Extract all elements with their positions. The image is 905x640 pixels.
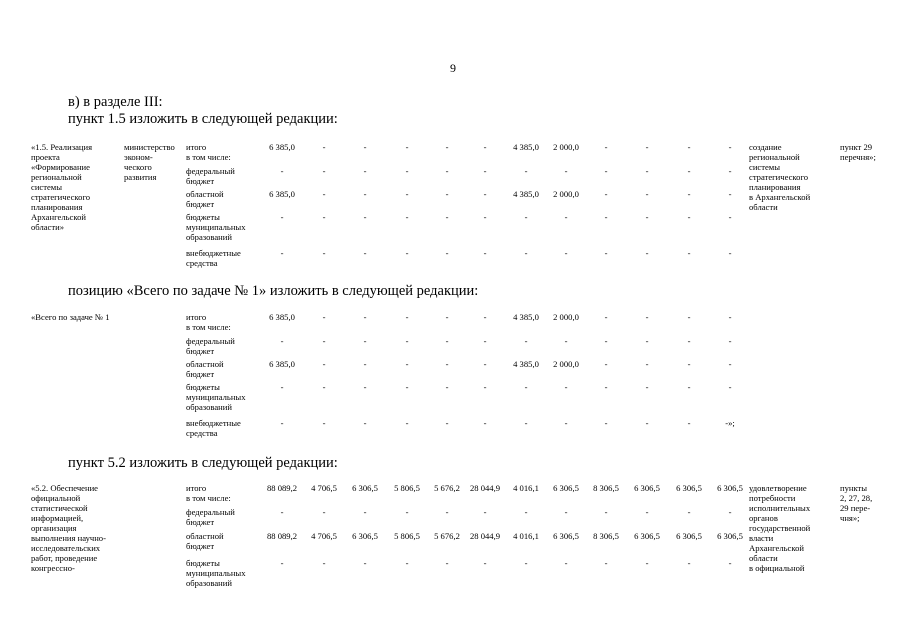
value-cell: - [604,166,608,176]
row-label: федеральный бюджет [186,166,235,186]
value-cell: - [445,212,449,222]
value-cell: - [363,189,367,199]
value-cell: - [322,248,326,258]
value-cell: - [405,507,409,517]
value-cell: - [445,382,449,392]
value-cell: - [728,189,732,199]
value-cell: - [322,558,326,568]
value-cell: - [728,507,732,517]
value-cell: 5 806,5 [394,483,420,493]
value-cell: 4 706,5 [311,483,337,493]
value-cell: - [405,418,409,428]
block-reference: пункт 29 перечня»; [840,142,876,162]
value-cell: - [322,418,326,428]
value-cell: 5 676,2 [434,483,460,493]
value-cell: 28 044,9 [469,531,501,541]
value-cell: - [604,507,608,517]
value-cell: 6 306,5 [553,531,579,541]
value-cell: - [280,166,284,176]
value-cell: - [405,212,409,222]
value-cell: - [445,359,449,369]
value-cell: 6 306,5 [634,483,660,493]
block-result: создание региональной системы стратегического планирования в Архангельской области [749,142,811,212]
value-cell: - [687,507,691,517]
value-cell: - [524,382,528,392]
block-executor: министерство эконом- ческого развития [124,142,175,182]
value-cell: - [483,336,487,346]
row-label: областной бюджет [186,189,224,209]
value-cell: - [604,212,608,222]
value-cell: - [604,312,608,322]
value-cell: 6 385,0 [269,189,295,199]
row-label: внебюджетные средства [186,248,241,268]
value-cell: - [405,336,409,346]
block-title: «1.5. Реализация проекта «Формирование региональной системы стратегического планирования Архангельской области» [31,142,93,232]
value-cell: - [524,248,528,258]
value-cell: - [728,248,732,258]
value-cell: - [322,507,326,517]
row-label: федеральный бюджет [186,507,235,527]
value-cell: - [645,507,649,517]
value-cell: - [280,336,284,346]
value-cell: - [687,336,691,346]
value-cell: 6 306,5 [717,483,743,493]
value-cell: - [363,336,367,346]
value-cell: - [483,248,487,258]
value-cell: - [280,507,284,517]
value-cell: 6 306,5 [352,531,378,541]
value-cell: - [687,359,691,369]
row-label: итого в том числе: [186,142,231,162]
value-cell: - [483,166,487,176]
heading-item-1-5: пункт 1.5 изложить в следующей редакции: [68,111,338,127]
value-cell: - [322,189,326,199]
block-title: «5.2. Обеспечение официальной статистической информацией, организация выполнения научно- исследовательских работ, проведение конгрессно- [31,483,106,573]
value-cell: - [687,248,691,258]
row-label: бюджеты муниципальных образований [186,212,246,242]
value-cell: - [604,336,608,346]
value-cell: - [604,248,608,258]
value-cell: - [322,212,326,222]
value-cell: - [405,558,409,568]
value-cell: - [322,312,326,322]
value-cell: - [483,212,487,222]
value-cell: 8 306,5 [593,531,619,541]
value-cell: - [322,166,326,176]
value-cell: 6 306,5 [634,531,660,541]
value-cell: - [687,142,691,152]
value-cell: - [645,248,649,258]
value-cell: - [604,359,608,369]
value-cell: - [322,359,326,369]
value-cell: - [483,382,487,392]
value-cell: - [524,212,528,222]
value-cell: - [564,558,568,568]
value-cell: - [524,336,528,346]
value-cell: - [687,189,691,199]
value-cell: - [728,142,732,152]
value-cell: 4 385,0 [513,189,539,199]
value-cell: - [728,212,732,222]
value-cell: 5 806,5 [394,531,420,541]
value-cell: - [405,142,409,152]
value-cell: - [405,248,409,258]
value-cell: - [645,418,649,428]
value-cell: - [604,142,608,152]
value-cell: - [483,359,487,369]
value-cell: - [483,507,487,517]
value-cell: - [604,382,608,392]
value-cell: - [363,312,367,322]
value-cell: - [687,558,691,568]
value-cell: 4 385,0 [513,312,539,322]
value-cell: - [564,418,568,428]
value-cell: - [280,382,284,392]
value-cell: - [405,312,409,322]
value-cell: - [564,166,568,176]
value-cell: - [363,382,367,392]
value-cell: - [363,248,367,258]
value-cell: 8 306,5 [593,483,619,493]
value-cell: - [363,142,367,152]
value-cell: - [645,336,649,346]
value-cell: - [524,507,528,517]
heading-total-task-1: позицию «Всего по задаче № 1» изложить в следующей редакции: [68,283,479,299]
value-cell: - [645,359,649,369]
value-cell: 6 306,5 [676,483,702,493]
value-cell: - [363,166,367,176]
value-cell: - [645,189,649,199]
heading-section-iii: в) в разделе III: [68,94,163,110]
value-cell: - [405,166,409,176]
value-cell: 5 676,2 [434,531,460,541]
value-cell: 28 044,9 [469,483,501,493]
value-cell: - [604,418,608,428]
value-cell: - [405,382,409,392]
value-cell: - [564,507,568,517]
value-cell: - [483,418,487,428]
value-cell: 88 089,2 [266,531,298,541]
value-cell: - [405,359,409,369]
value-cell: - [445,558,449,568]
value-cell: - [322,336,326,346]
value-cell: - [483,142,487,152]
value-cell: 2 000,0 [553,359,579,369]
value-cell: 6 385,0 [269,142,295,152]
value-cell: - [687,312,691,322]
value-cell: - [445,189,449,199]
row-label: бюджеты муниципальных образований [186,558,246,588]
value-cell: 6 306,5 [676,531,702,541]
value-cell: 6 385,0 [269,359,295,369]
value-cell: - [645,312,649,322]
value-cell: - [280,418,284,428]
row-label: внебюджетные средства [186,418,241,438]
value-cell: - [280,248,284,258]
value-cell: - [445,336,449,346]
value-cell: 4 016,1 [513,531,539,541]
value-cell: - [280,212,284,222]
value-cell: - [445,248,449,258]
value-cell: - [524,418,528,428]
value-cell: - [728,166,732,176]
block-result: удовлетворение потребности исполнительных органов государственной власти Архангельской области в официальной [749,483,811,573]
page-number: 9 [450,61,456,75]
value-cell: - [524,166,528,176]
value-cell: - [483,558,487,568]
value-cell: - [687,382,691,392]
value-cell: - [445,418,449,428]
value-cell: 88 089,2 [266,483,298,493]
value-cell: - [483,189,487,199]
row-label: федеральный бюджет [186,336,235,356]
value-cell: - [604,558,608,568]
block-title: «Всего по задаче № 1 [31,312,110,322]
value-cell: - [445,312,449,322]
value-cell: - [728,312,732,322]
row-label: областной бюджет [186,359,224,379]
row-label: итого в том числе: [186,483,231,503]
value-cell: - [322,382,326,392]
value-cell: - [363,558,367,568]
value-cell: - [687,212,691,222]
value-cell: 6 306,5 [352,483,378,493]
value-cell: - [728,558,732,568]
value-cell: - [524,558,528,568]
value-cell: 6 385,0 [269,312,295,322]
value-cell: - [687,166,691,176]
value-cell: - [564,382,568,392]
value-cell: - [728,359,732,369]
value-cell: - [483,312,487,322]
value-cell: - [604,189,608,199]
block-reference: пункты 2, 27, 28, 29 пере- чня»; [840,483,873,523]
value-cell: - [322,142,326,152]
value-cell: - [280,558,284,568]
value-cell: - [363,359,367,369]
value-cell: 6 306,5 [717,531,743,541]
value-cell: 2 000,0 [553,312,579,322]
value-cell: - [363,418,367,428]
row-label: областной бюджет [186,531,224,551]
value-cell: 4 706,5 [311,531,337,541]
value-cell: - [363,212,367,222]
value-cell: - [728,336,732,346]
value-cell: - [363,507,367,517]
value-cell: - [405,189,409,199]
value-cell: - [728,382,732,392]
value-cell: - [645,142,649,152]
value-cell: - [564,212,568,222]
value-cell: 6 306,5 [553,483,579,493]
row-label: итого в том числе: [186,312,231,332]
value-cell: - [645,382,649,392]
value-cell: -»; [725,418,735,428]
value-cell: - [564,336,568,346]
value-cell: - [445,507,449,517]
row-label: бюджеты муниципальных образований [186,382,246,412]
value-cell: 4 385,0 [513,359,539,369]
value-cell: - [445,166,449,176]
value-cell: - [687,418,691,428]
value-cell: - [564,248,568,258]
value-cell: - [645,212,649,222]
value-cell: - [645,558,649,568]
value-cell: 2 000,0 [553,142,579,152]
value-cell: - [445,142,449,152]
heading-item-5-2: пункт 5.2 изложить в следующей редакции: [68,455,338,471]
value-cell: 2 000,0 [553,189,579,199]
value-cell: - [645,166,649,176]
value-cell: 4 016,1 [513,483,539,493]
value-cell: 4 385,0 [513,142,539,152]
